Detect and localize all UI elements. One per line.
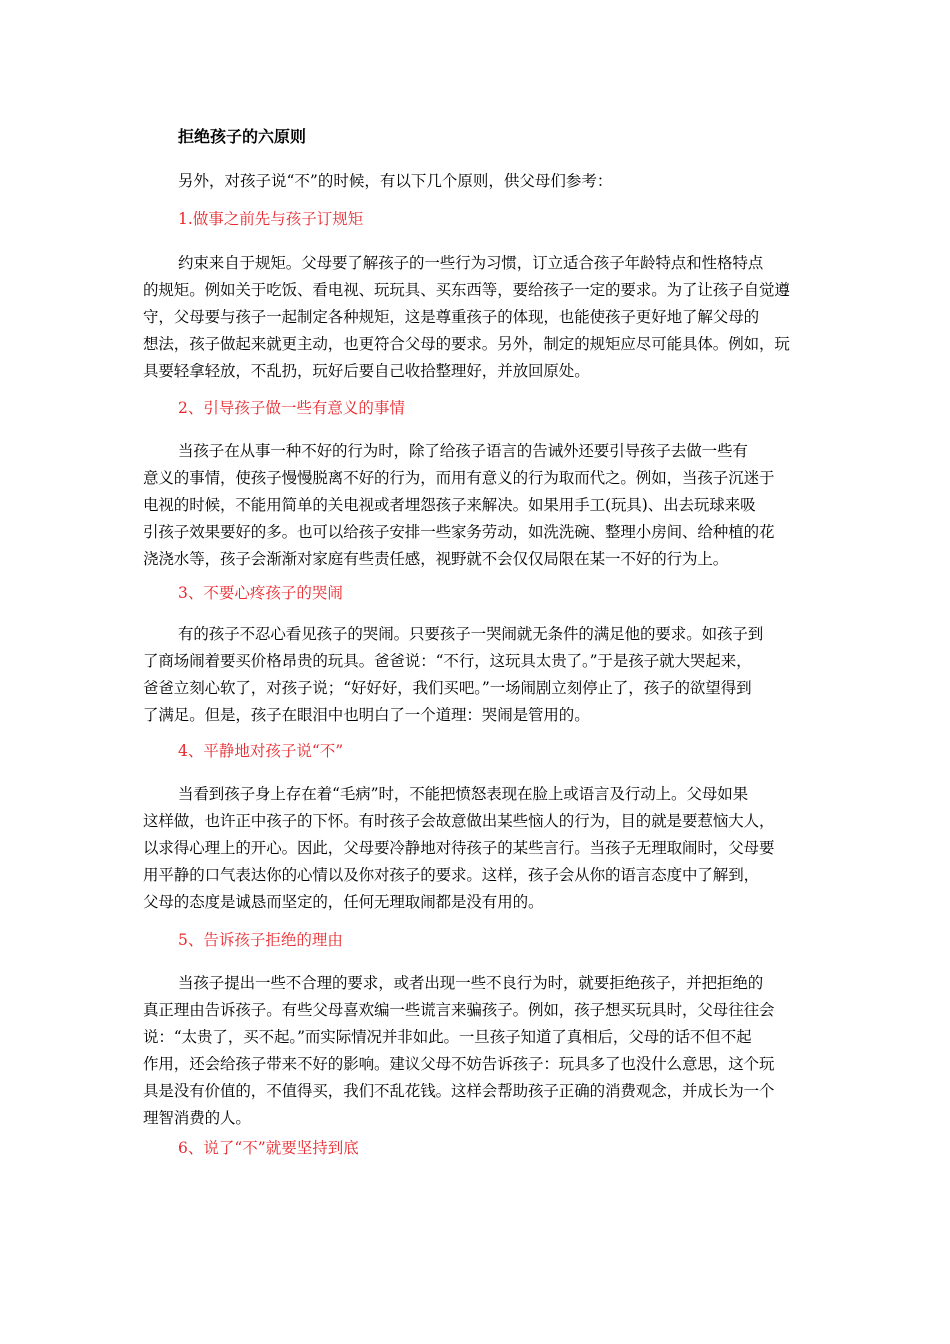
- paragraph-line: 用平静的口气表达你的心情以及你对孩子的要求。这样，孩子会从你的语言态度中了解到，: [143, 866, 760, 884]
- paragraph-line: 说：“太贵了，买不起。”而实际情况并非如此。一旦孩子知道了真相后，父母的话不但不起: [143, 1028, 752, 1046]
- section-heading-4: 4、平静地对孩子说“不”: [178, 742, 344, 760]
- section-heading-2: 2、引导孩子做一些有意义的事情: [178, 399, 405, 417]
- section-paragraph-3: [143, 621, 813, 729]
- paragraph-line: 了商场闹着要买价格昂贵的玩具。爸爸说：“不行，这玩具太贵了。”于是孩子就大哭起来，: [143, 652, 752, 670]
- paragraph-line: 约束来自于规矩。父母要了解孩子的一些行为习惯，订立适合孩子年龄特点和性格特点: [178, 254, 764, 272]
- section-paragraph-2: [143, 438, 813, 573]
- paragraph-line: 了满足。但是，孩子在眼泪中也明白了一个道理：哭闹是管用的。: [143, 706, 590, 724]
- section-paragraph-1: [143, 250, 813, 385]
- intro-paragraph: 另外，对孩子说“不”的时候，有以下几个原则，供父母们参考：: [178, 172, 613, 190]
- paragraph-line: 意义的事情，使孩子慢慢脱离不好的行为，而用有意义的行为取而代之。例如，当孩子沉迷于: [143, 469, 775, 487]
- paragraph-line: 爸爸立刻心软了，对孩子说；“好好好，我们买吧。”一场闹剧立刻停止了，孩子的欲望得到: [143, 679, 752, 697]
- section-heading-6: 6、说了“不”就要坚持到底: [178, 1139, 359, 1157]
- section-paragraph-4: [143, 781, 813, 916]
- paragraph-line: 父母的态度是诚恳而坚定的，任何无理取闹都是没有用的。: [143, 893, 544, 911]
- paragraph-line: 真正理由告诉孩子。有些父母喜欢编一些谎言来骗孩子。例如，孩子想买玩具时，父母往往会: [143, 1001, 775, 1019]
- paragraph-line: 具要轻拿轻放，不乱扔，玩好后要自己收拾整理好，并放回原处。: [143, 362, 590, 380]
- section-heading-5: 5、告诉孩子拒绝的理由: [178, 931, 343, 949]
- paragraph-line: 当看到孩子身上存在着“毛病”时，不能把愤怒表现在脸上或语言及行动上。父母如果: [178, 785, 749, 803]
- paragraph-line: 当孩子在从事一种不好的行为时，除了给孩子语言的告诫外还要引导孩子去做一些有: [178, 442, 748, 460]
- paragraph-line: 引孩子效果要好的多。也可以给孩子安排一些家务劳动，如洗洗碗、整理小房间、给种植的花: [143, 523, 775, 541]
- paragraph-line: 有的孩子不忍心看见孩子的哭闹。只要孩子一哭闹就无条件的满足他的要求。如孩子到: [178, 625, 764, 643]
- paragraph-line: 想法，孩子做起来就更主动，也更符合父母的要求。另外，制定的规矩应尽可能具体。例如，玩: [143, 335, 790, 353]
- paragraph-line: 电视的时候，不能用简单的关电视或者埋怨孩子来解决。如果用手工(玩具)、出去玩球来吸: [143, 496, 756, 514]
- paragraph-line: 当孩子提出一些不合理的要求，或者出现一些不良行为时，就要拒绝孩子，并把拒绝的: [178, 974, 764, 992]
- paragraph-line: 以求得心理上的开心。因此，父母要冷静地对待孩子的某些言行。当孩子无理取闹时，父母要: [143, 839, 775, 857]
- section-paragraph-5: [143, 970, 813, 1132]
- paragraph-line: 作用，还会给孩子带来不好的影响。建议父母不妨告诉孩子：玩具多了也没什么意思，这个玩: [143, 1055, 775, 1073]
- paragraph-line: 具是没有价值的，不值得买，我们不乱花钱。这样会帮助孩子正确的消费观念，并成长为一个: [143, 1082, 775, 1100]
- paragraph-line: 理智消费的人。: [143, 1109, 251, 1127]
- paragraph-line: 浇浇水等，孩子会渐渐对家庭有些责任感，视野就不会仅仅局限在某一不好的行为上。: [143, 550, 729, 568]
- section-heading-3: 3、不要心疼孩子的哭闹: [178, 584, 343, 602]
- paragraph-line: 这样做，也许正中孩子的下怀。有时孩子会故意做出某些恼人的行为，目的就是要惹恼大人，: [143, 812, 775, 830]
- section-heading-1: 1.做事之前先与孩子订规矩: [178, 210, 364, 228]
- paragraph-line: 的规矩。例如关于吃饭、看电视、玩玩具、买东西等，要给孩子一定的要求。为了让孩子自觉遵: [143, 281, 790, 299]
- document-title: 拒绝孩子的六原则: [178, 127, 307, 146]
- paragraph-line: 守，父母要与孩子一起制定各种规矩，这是尊重孩子的体现，也能使孩子更好地了解父母的: [143, 308, 760, 326]
